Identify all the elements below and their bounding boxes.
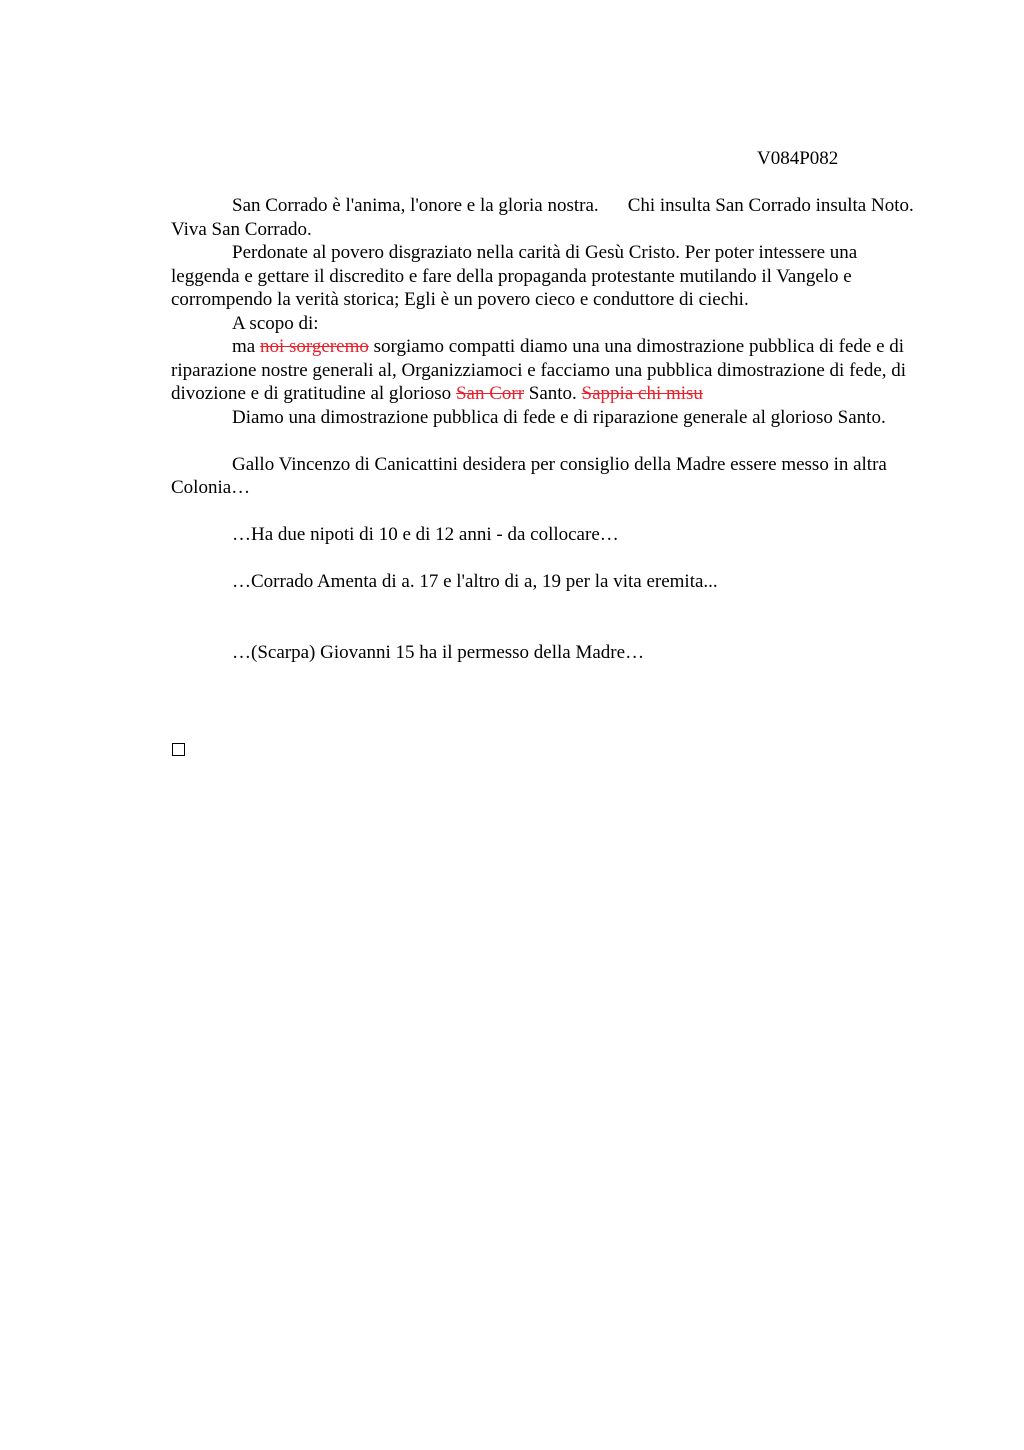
checkbox-icon <box>172 743 185 756</box>
text-ma: ma <box>232 336 260 357</box>
document-body <box>171 194 921 664</box>
paragraph-diamo: Diamo una dimostrazione pubblica di fede e di riparazione generale al glorioso Santo. <box>232 406 886 428</box>
deleted-text-sappia: Sappia chi misu <box>581 383 703 404</box>
text-santo: Santo. <box>524 383 582 404</box>
paragraph-san-corrado <box>171 194 921 241</box>
deleted-text-san-corr: San Corr <box>455 383 525 404</box>
deleted-text-noi-sorgeremo: noi sorgeremo <box>259 336 369 357</box>
paragraph-perdonate: Perdonate al povero disgraziato nella carità di Gesù Cristo. Per poter intessere una leggenda e gettare il discredito e fare della propaganda protestante mutilando il Vangelo e corrompendo la verità storica; Egli è un povero cieco e conduttore di ciechi. <box>171 242 858 310</box>
paragraph-gallo-vincenzo: Gallo Vincenzo di Canicattini desidera per consiglio della Madre essere messo in altra Colonia… <box>171 453 887 498</box>
paragraph-san-corrado-part2: Chi insulta San Corrado insulta Noto. Viva San Corrado. <box>171 195 914 240</box>
paragraph-scopo: A scopo di: <box>232 312 319 334</box>
page-id: V084P082 <box>757 148 839 169</box>
paragraph-scarpa: …(Scarpa) Giovanni 15 ha il permesso della Madre… <box>232 641 645 663</box>
paragraph-corrado-amenta: …Corrado Amenta di a. 17 e l'altro di a, 19 per la vita eremita... <box>232 571 718 592</box>
paragraph-nipoti: …Ha due nipoti di 10 e di 12 anni - da collocare… <box>232 524 619 545</box>
text-sorgiamo: sorgiamo compatti diamo una una dimostrazione pubblica di fede e di riparazione nostre generali al, Organizziamoci e facciamo una pubblica dimostrazione di fede, di divozione e di gratitudine al glorioso <box>171 336 907 404</box>
paragraph-sorgiamo <box>171 335 921 406</box>
paragraph-san-corrado-part1: San Corrado è l'anima, l'onore e la gloria nostra. <box>232 195 599 216</box>
